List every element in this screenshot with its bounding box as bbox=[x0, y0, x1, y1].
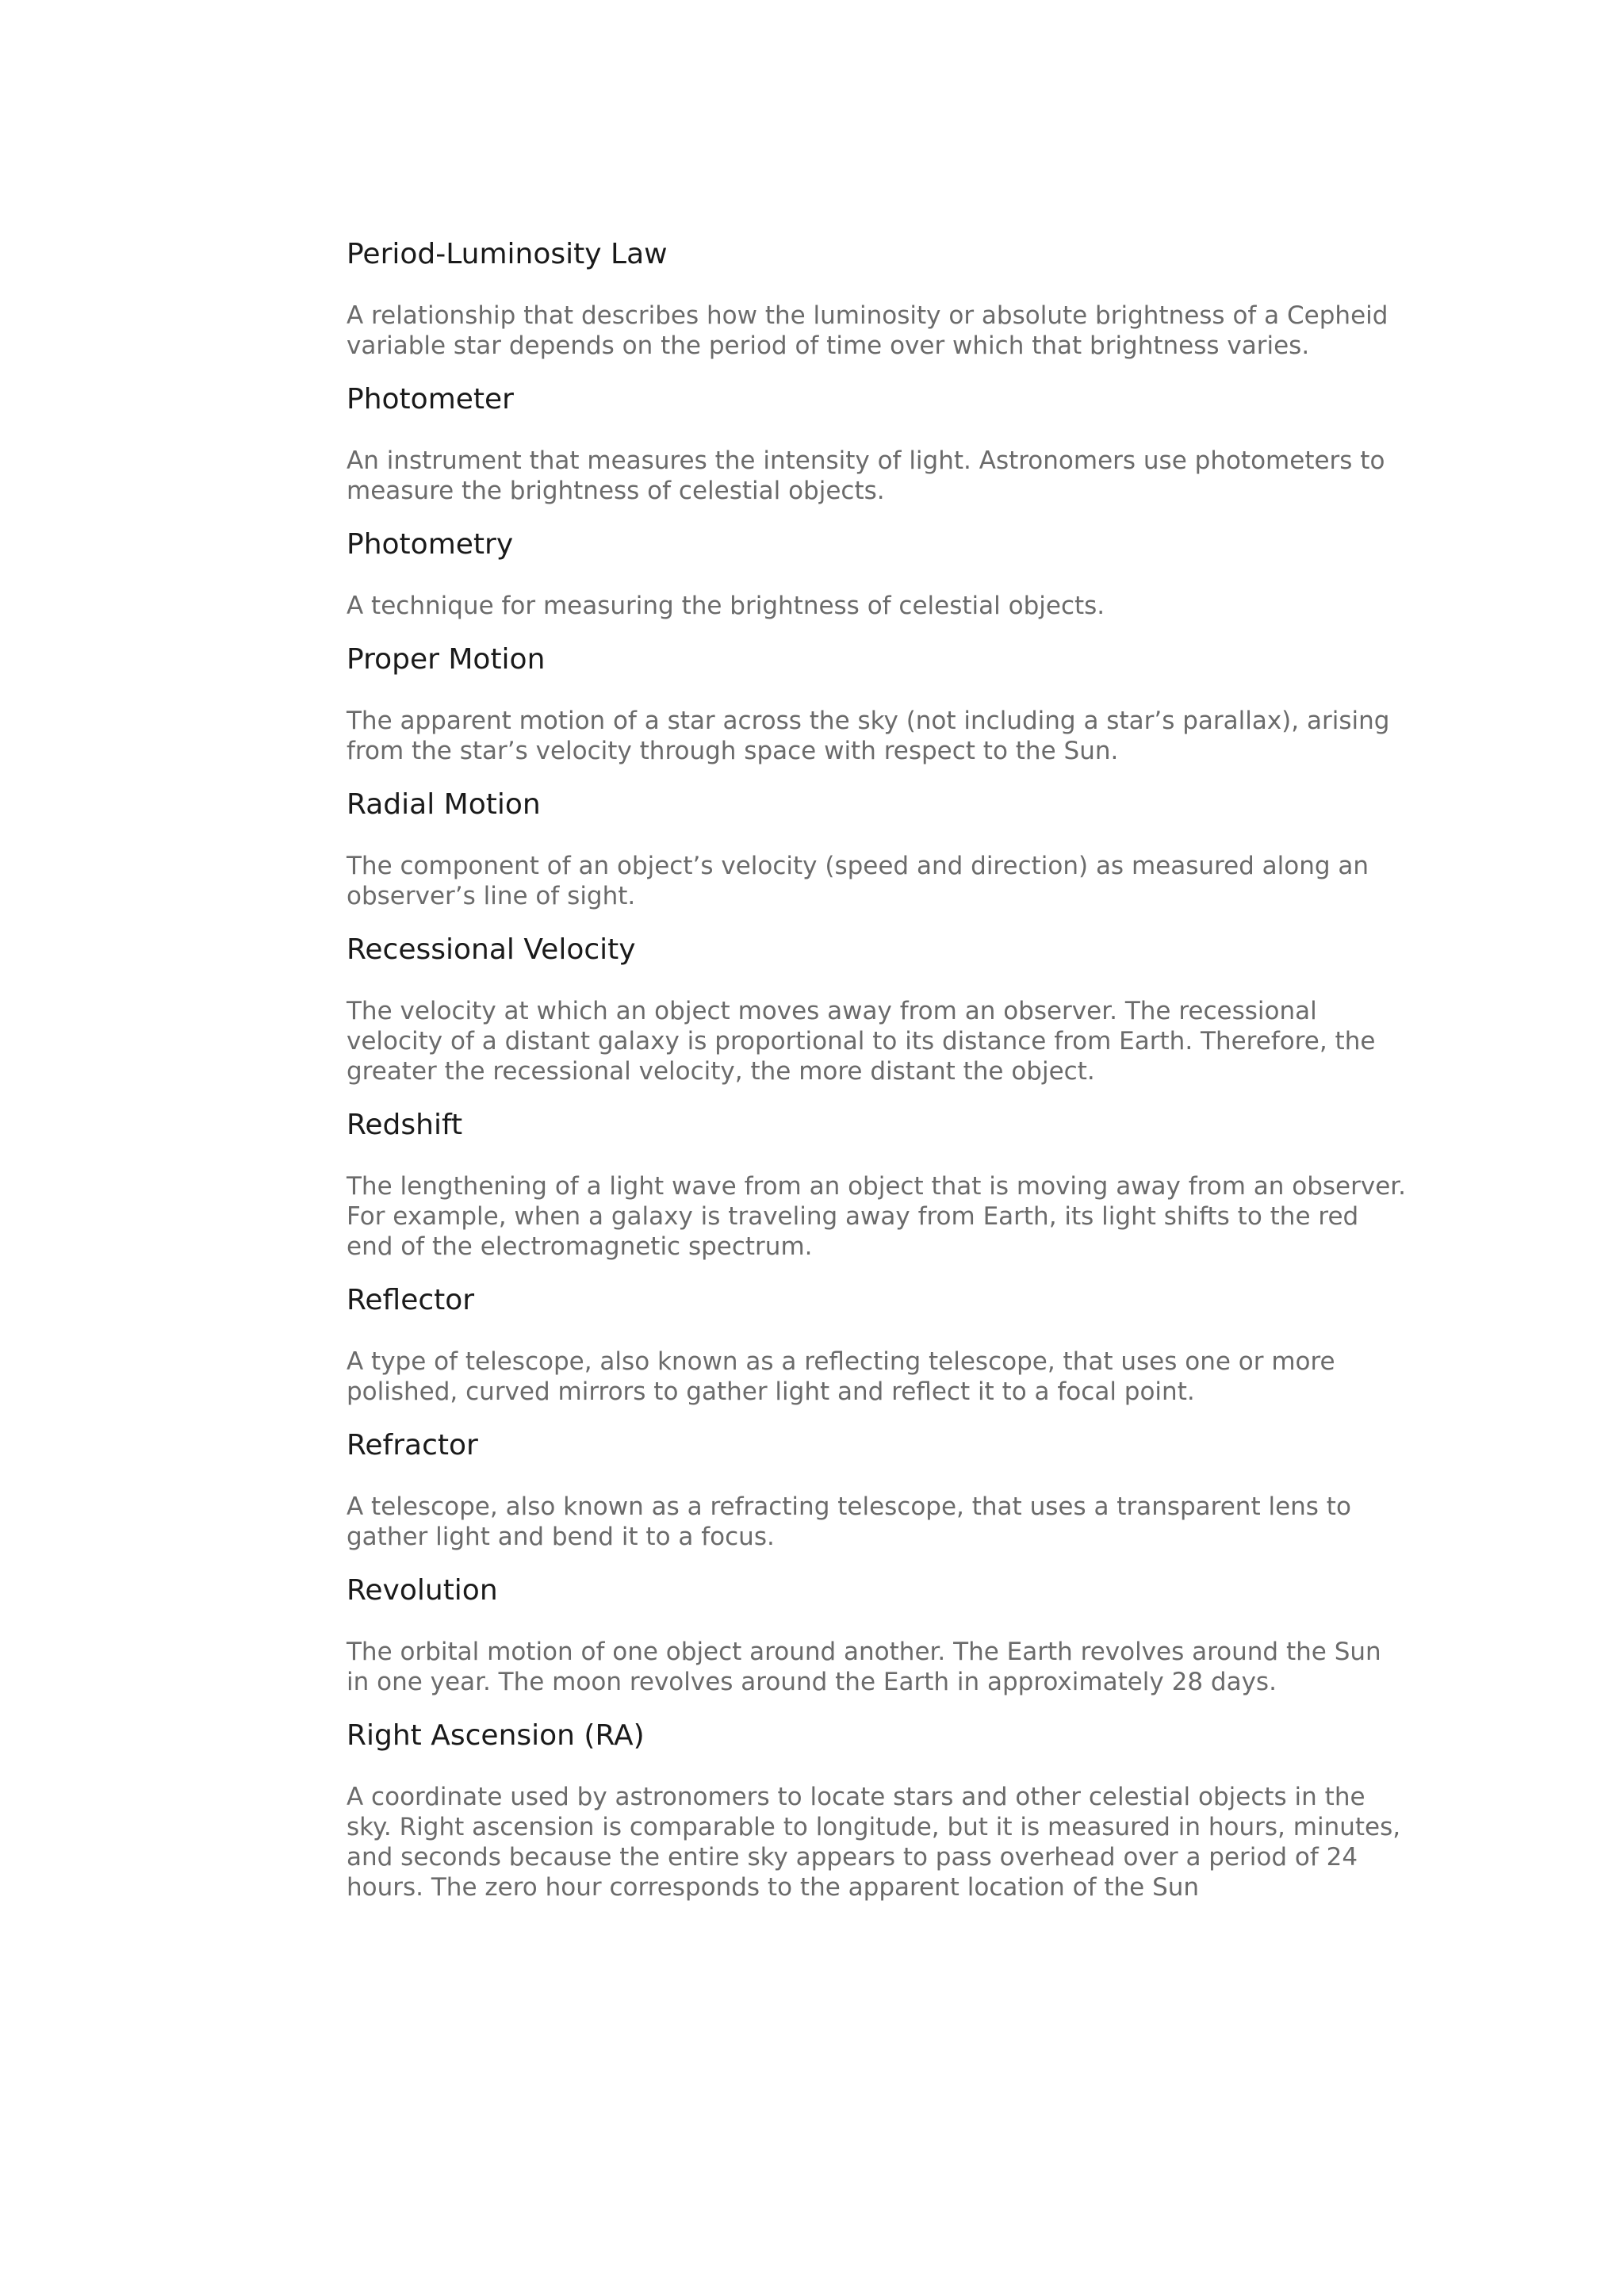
glossary-entry-photometer bbox=[347, 380, 1409, 506]
glossary-entry-right-ascension bbox=[347, 1716, 1409, 1902]
glossary-entry-period-luminosity-law bbox=[347, 235, 1409, 361]
glossary-entry-reflector bbox=[347, 1281, 1409, 1407]
glossary-entry-photometry bbox=[347, 525, 1409, 621]
glossary-definition: A technique for measuring the brightness of celestial objects. bbox=[347, 592, 1105, 620]
glossary-entry-redshift bbox=[347, 1105, 1409, 1262]
glossary-term: Period-Luminosity Law bbox=[347, 238, 668, 270]
glossary-entry-recessional-velocity bbox=[347, 930, 1409, 1086]
glossary-definition: A coordinate used by astronomers to locate stars and other celestial objects in the sky. Right ascension is comparable to longitude, but it is measured in hours, minutes, and seconds because the entire sky appears to pass overhead over a period of 24 hours. The zero hour corresponds to the apparent location of the Sun bbox=[347, 1783, 1401, 1902]
glossary-definition: A telescope, also known as a refracting telescope, that uses a transparent lens to gather light and bend it to a focus. bbox=[347, 1492, 1351, 1551]
glossary-entry-revolution bbox=[347, 1571, 1409, 1697]
glossary-term: Redshift bbox=[347, 1109, 463, 1141]
glossary-term: Photometry bbox=[347, 528, 514, 561]
glossary-definition: The component of an object’s velocity (speed and direction) as measured along an observer’s line of sight. bbox=[347, 852, 1369, 910]
glossary-entry-refractor bbox=[347, 1426, 1409, 1552]
glossary-definition: The lengthening of a light wave from an object that is moving away from an observer. For example, when a galaxy is traveling away from Earth, its light shifts to the red end of the electromagnetic spectrum. bbox=[347, 1172, 1407, 1261]
glossary-term: Revolution bbox=[347, 1574, 498, 1607]
glossary-term: Right Ascension (RA) bbox=[347, 1719, 645, 1752]
glossary-term: Reflector bbox=[347, 1284, 475, 1316]
glossary-term: Recessional Velocity bbox=[347, 933, 636, 966]
glossary-definition: The apparent motion of a star across the sky (not including a star’s parallax), arising from the star’s velocity through space with respect to the Sun. bbox=[347, 707, 1390, 765]
glossary-list bbox=[347, 235, 1409, 1902]
glossary-definition: A type of telescope, also known as a reflecting telescope, that uses one or more polished, curved mirrors to gather light and reflect it to a focal point. bbox=[347, 1347, 1335, 1406]
glossary-definition: A relationship that describes how the luminosity or absolute brightness of a Cepheid variable star depends on the period of time over which that brightness varies. bbox=[347, 301, 1388, 360]
glossary-term: Radial Motion bbox=[347, 788, 541, 821]
glossary-entry-radial-motion bbox=[347, 785, 1409, 911]
glossary-definition: An instrument that measures the intensity of light. Astronomers use photometers to measure the brightness of celestial objects. bbox=[347, 446, 1385, 505]
glossary-definition: The orbital motion of one object around another. The Earth revolves around the Sun in one year. The moon revolves around the Earth in approximately 28 days. bbox=[347, 1638, 1381, 1696]
glossary-term: Proper Motion bbox=[347, 643, 546, 676]
glossary-definition: The velocity at which an object moves away from an observer. The recessional velocity of a distant galaxy is proportional to its distance from Earth. Therefore, the greater the recessional velocity, the more distant the object. bbox=[347, 997, 1376, 1086]
glossary-entry-proper-motion bbox=[347, 640, 1409, 766]
glossary-term: Photometer bbox=[347, 383, 514, 416]
glossary-term: Refractor bbox=[347, 1429, 478, 1462]
